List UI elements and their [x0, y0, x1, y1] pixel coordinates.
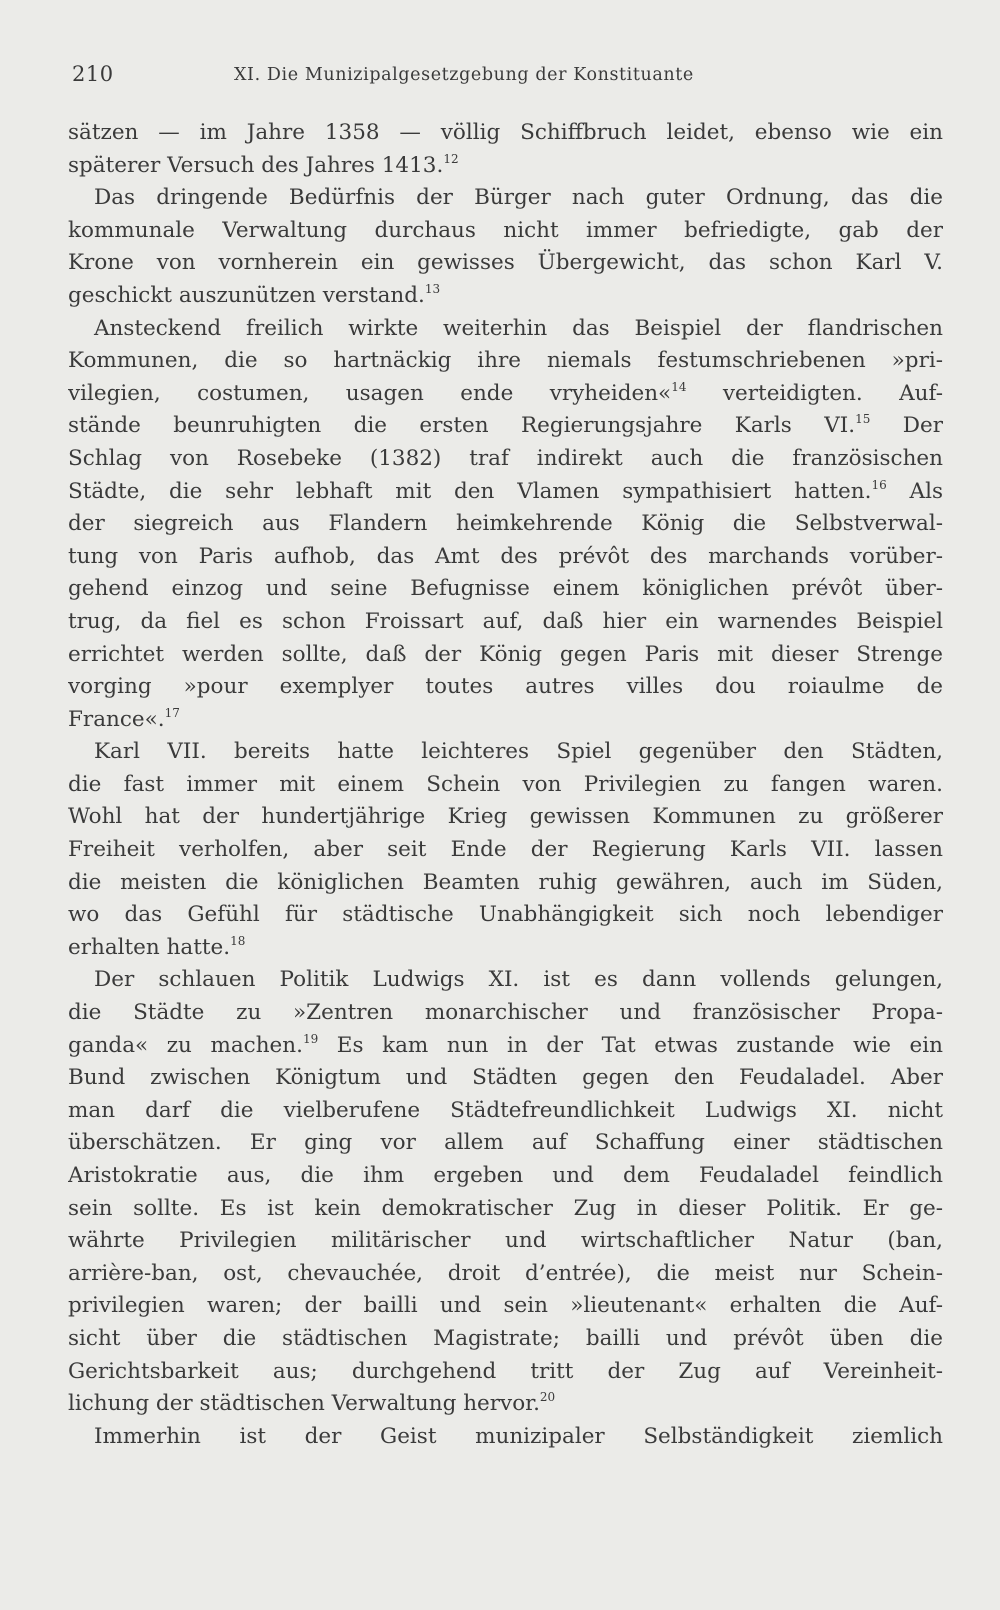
text-line: vilegien, costumen, usagen ende vryheiden«$^{14}$ verteidigten. Auf-	[68, 379, 943, 406]
text-line: sein sollte. Es ist kein demokratischer Zug in dieser Politik. Er ge-	[68, 1195, 943, 1221]
text-line: trug, da fiel es schon Froissart auf, daß hier ein warnendes Beispiel	[68, 608, 943, 634]
footnote-marker: 18	[230, 933, 246, 948]
text-line: gehend einzog und seine Befugnisse einem königlichen prévôt über-	[68, 576, 943, 602]
text-line: wo das Gefühl für städtische Unabhängigkeit sich noch lebendiger	[68, 902, 943, 928]
text-line: überschätzen. Er ging vor allem auf Schaffung einer städtischen	[68, 1130, 943, 1156]
text-line: stände beunruhigten die ersten Regierungsjahre Karls VI.$^{15}$ Der	[68, 412, 943, 439]
paragraph-start-line: Immerhin ist der Geist munizipaler Selbständigkeit ziemlich	[94, 1423, 943, 1449]
page-number: 210	[72, 62, 114, 86]
text-line: erhalten hatte.$^{18}$	[68, 933, 246, 960]
paragraph-start-line: Der schlauen Politik Ludwigs XI. ist es dann vollends gelungen,	[94, 967, 943, 993]
text-line: Wohl hat der hundertjährige Krieg gewissen Kommunen zu größerer	[68, 804, 943, 830]
text-line: Gerichtsbarkeit aus; durchgehend tritt der Zug auf Vereinheit-	[68, 1358, 943, 1384]
text-line: Schlag von Rosebeke (1382) traf indirekt auch die französischen	[68, 445, 943, 471]
paragraph-start-line: Karl VII. bereits hatte leichteres Spiel gegenüber den Städten,	[94, 739, 943, 765]
text-line: die fast immer mit einem Schein von Privilegien zu fangen waren.	[68, 771, 943, 797]
footnote-marker: 17	[164, 705, 180, 720]
text-line: geschickt auszunützen verstand.$^{13}$	[68, 281, 441, 308]
text-line: Krone von vornherein ein gewisses Übergewicht, das schon Karl V.	[68, 250, 943, 276]
footnote-marker: 20	[539, 1390, 556, 1405]
text-line: Freiheit verholfen, aber seit Ende der Regierung Karls VII. lassen	[68, 837, 943, 863]
text-line: Städte, die sehr lebhaft mit den Vlamen sympathisiert hatten.$^{16}$ Als	[68, 477, 943, 504]
footnote-marker: 14	[671, 379, 687, 394]
text-line: sätzen — im Jahre 1358 — völlig Schiffbruch leidet, ebenso wie ein	[68, 120, 943, 145]
text-line: vorging »pour exemplyer toutes autres villes dou roiaulme de	[68, 674, 943, 700]
footnote-marker: 15	[855, 412, 871, 427]
text-line: späterer Versuch des Jahres 1413.12	[68, 151, 459, 178]
text-line: die meisten die königlichen Beamten ruhig gewähren, auch im Süden,	[68, 869, 943, 895]
text-line: arrière-ban, ost, chevauchée, droit d’entrée), die meist nur Schein-	[68, 1260, 943, 1286]
text-line: Kommunen, die so hartnäckig ihre niemals festumschriebenen »pri-	[68, 348, 943, 374]
text-line: Aristokratie aus, die ihm ergeben und dem Feudaladel feindlich	[68, 1163, 943, 1188]
text-line: Bund zwischen Königtum und Städten gegen den Feudaladel. Aber	[68, 1065, 943, 1091]
text-line: der siegreich aus Flandern heimkehrende König die Selbstverwal-	[68, 511, 943, 537]
text-line: die Städte zu »Zentren monarchischer und französischer Propa-	[68, 1000, 943, 1026]
text-line: sicht über die städtischen Magistrate; bailli und prévôt üben die	[68, 1325, 943, 1351]
footnote-marker: 13	[424, 281, 441, 296]
footnote-marker: 16	[871, 477, 887, 492]
body-text	[68, 117, 943, 1453]
text-line: kommunale Verwaltung durchaus nicht immer befriedigte, gab der	[68, 217, 943, 243]
footnote-marker: 19	[302, 1031, 319, 1046]
paragraph-start-line: Ansteckend freilich wirkte weiterhin das Beispiel der flandrischen	[94, 315, 943, 341]
text-line: France«.$^{17}$	[68, 705, 180, 732]
paragraph-start-line: Das dringende Bedürfnis der Bürger nach guter Ordnung, das die	[94, 185, 943, 211]
page-header	[72, 62, 942, 92]
text-line: währte Privilegien militärischer und wirtschaftlicher Natur (ban,	[68, 1228, 943, 1254]
text-line: man darf die vielberufene Städtefreundlichkeit Ludwigs XI. nicht	[68, 1097, 943, 1123]
text-line: ganda« zu machen.$^{19}$ Es kam nun in der Tat etwas zustande wie ein	[68, 1031, 943, 1058]
text-line: errichtet werden sollte, daß der König gegen Paris mit dieser Strenge	[68, 641, 943, 667]
text-line: lichung der städtischen Verwaltung hervor.$^{20}$	[68, 1390, 556, 1417]
running-head: XI. Die Munizipalgesetzgebung der Konstituante	[234, 65, 694, 85]
text-line: privilegien waren; der bailli und sein »lieutenant« erhalten die Auf-	[68, 1293, 943, 1319]
text-line: tung von Paris aufhob, das Amt des prévôt des marchands vorüber-	[68, 543, 943, 569]
footnote-marker: 12	[443, 151, 459, 166]
